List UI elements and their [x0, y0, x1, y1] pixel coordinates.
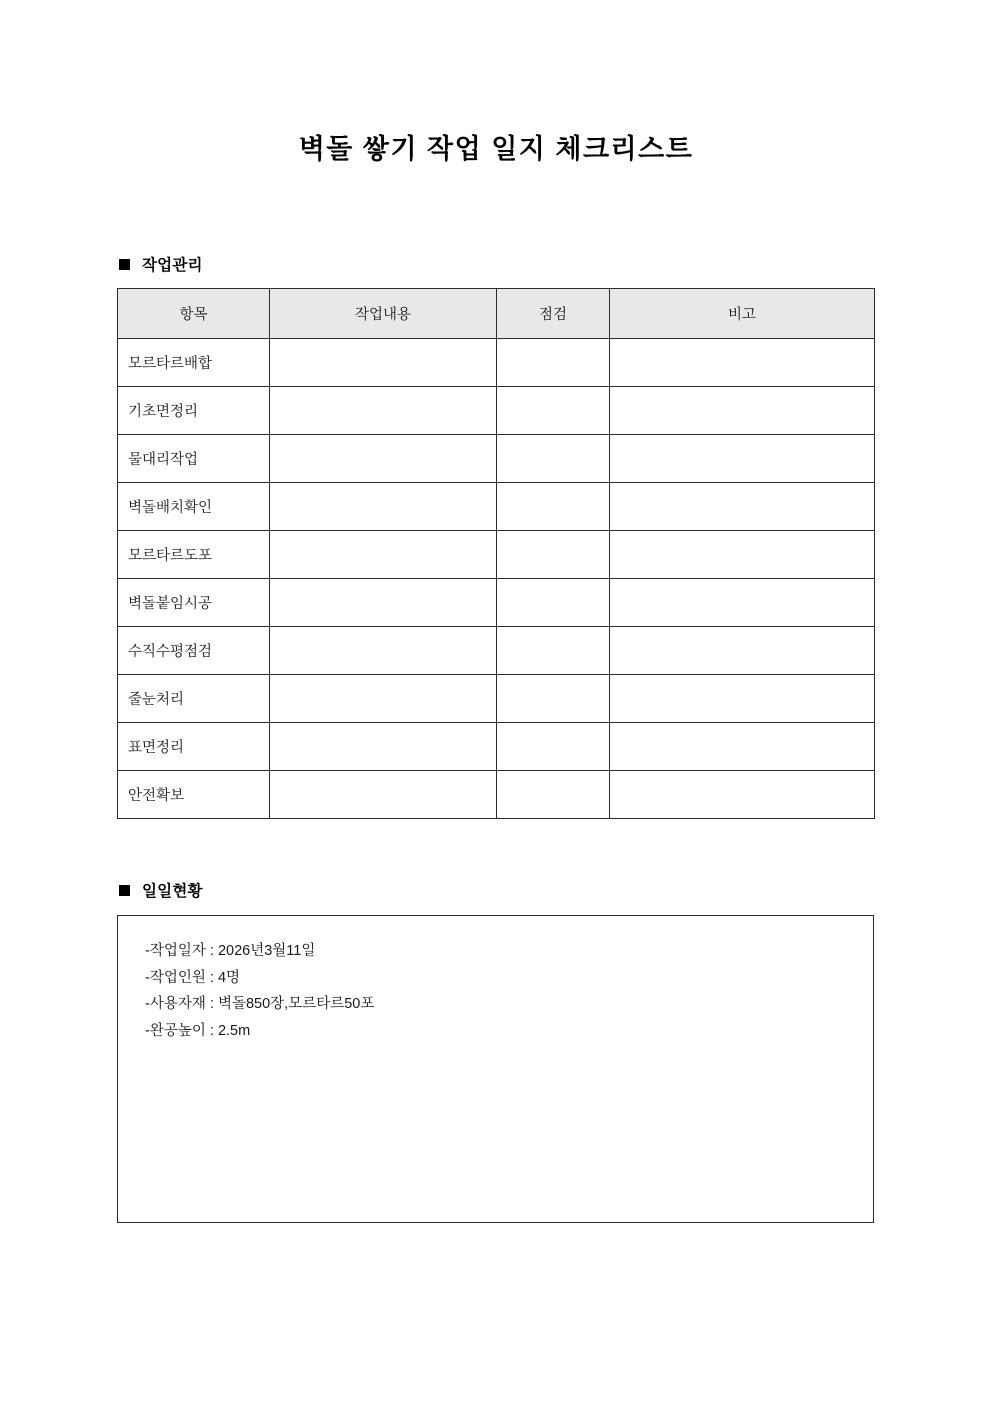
- cell-content[interactable]: [270, 579, 497, 627]
- cell-item: 벽돌붙임시공: [118, 579, 270, 627]
- cell-check[interactable]: [497, 771, 610, 819]
- cell-check[interactable]: [497, 483, 610, 531]
- cell-item: 벽돌배치확인: [118, 483, 270, 531]
- cell-check[interactable]: [497, 579, 610, 627]
- cell-check[interactable]: [497, 387, 610, 435]
- table-row: [118, 531, 875, 579]
- cell-item: 모르타르배합: [118, 339, 270, 387]
- cell-note[interactable]: [610, 531, 875, 579]
- cell-check[interactable]: [497, 435, 610, 483]
- table-row: [118, 387, 875, 435]
- cell-item: 안전확보: [118, 771, 270, 819]
- cell-check[interactable]: [497, 627, 610, 675]
- column-header-content: 작업내용: [270, 289, 497, 339]
- cell-item: 줄눈처리: [118, 675, 270, 723]
- table-row: [118, 627, 875, 675]
- cell-note[interactable]: [610, 483, 875, 531]
- cell-content[interactable]: [270, 339, 497, 387]
- daily-status-line: -사용자재 : 벽돌850장,모르타르50포: [145, 996, 375, 1012]
- cell-item: 모르타르도포: [118, 531, 270, 579]
- cell-content[interactable]: [270, 435, 497, 483]
- column-header-check: 점검: [497, 289, 610, 339]
- cell-item: 표면정리: [118, 723, 270, 771]
- table-row: [118, 339, 875, 387]
- cell-item: 물대리작업: [118, 435, 270, 483]
- cell-check[interactable]: [497, 531, 610, 579]
- page-title: 벽돌 쌓기 작업 일지 체크리스트: [298, 134, 694, 164]
- cell-content[interactable]: [270, 483, 497, 531]
- table-row: [118, 771, 875, 819]
- cell-check[interactable]: [497, 723, 610, 771]
- daily-status-line: -완공높이 : 2.5m: [145, 1022, 251, 1039]
- cell-item: 수직수평점검: [118, 627, 270, 675]
- cell-content[interactable]: [270, 531, 497, 579]
- column-header-note: 비고: [610, 289, 875, 339]
- daily-status-line: -작업인원 : 4명: [145, 969, 241, 986]
- cell-note[interactable]: [610, 387, 875, 435]
- table-header-row: [118, 289, 875, 339]
- daily-status-box[interactable]: [117, 915, 874, 1223]
- section-heading-daily-status: [119, 879, 203, 901]
- cell-note[interactable]: [610, 435, 875, 483]
- cell-note[interactable]: [610, 627, 875, 675]
- column-header-item: 항목: [118, 289, 270, 339]
- section-heading-daily-status-label: 일일현황: [142, 883, 203, 900]
- cell-note[interactable]: [610, 723, 875, 771]
- cell-note[interactable]: [610, 771, 875, 819]
- table-row: [118, 723, 875, 771]
- cell-note[interactable]: [610, 579, 875, 627]
- cell-item: 기초면정리: [118, 387, 270, 435]
- cell-check[interactable]: [497, 675, 610, 723]
- section-heading-work-management-label: 작업관리: [142, 257, 203, 274]
- cell-content[interactable]: [270, 771, 497, 819]
- table-row: [118, 579, 875, 627]
- square-bullet-icon: [119, 259, 130, 270]
- square-bullet-icon: [119, 885, 130, 896]
- table-row: [118, 435, 875, 483]
- cell-content[interactable]: [270, 675, 497, 723]
- section-heading-work-management: [119, 253, 203, 275]
- cell-content[interactable]: [270, 627, 497, 675]
- table-row: [118, 675, 875, 723]
- cell-content[interactable]: [270, 387, 497, 435]
- daily-status-line: -작업일자 : 2026년3월11일: [145, 943, 316, 959]
- cell-content[interactable]: [270, 723, 497, 771]
- table-body: [118, 339, 875, 819]
- table-row: [118, 483, 875, 531]
- cell-note[interactable]: [610, 675, 875, 723]
- work-management-table: [117, 288, 875, 819]
- cell-note[interactable]: [610, 339, 875, 387]
- cell-check[interactable]: [497, 339, 610, 387]
